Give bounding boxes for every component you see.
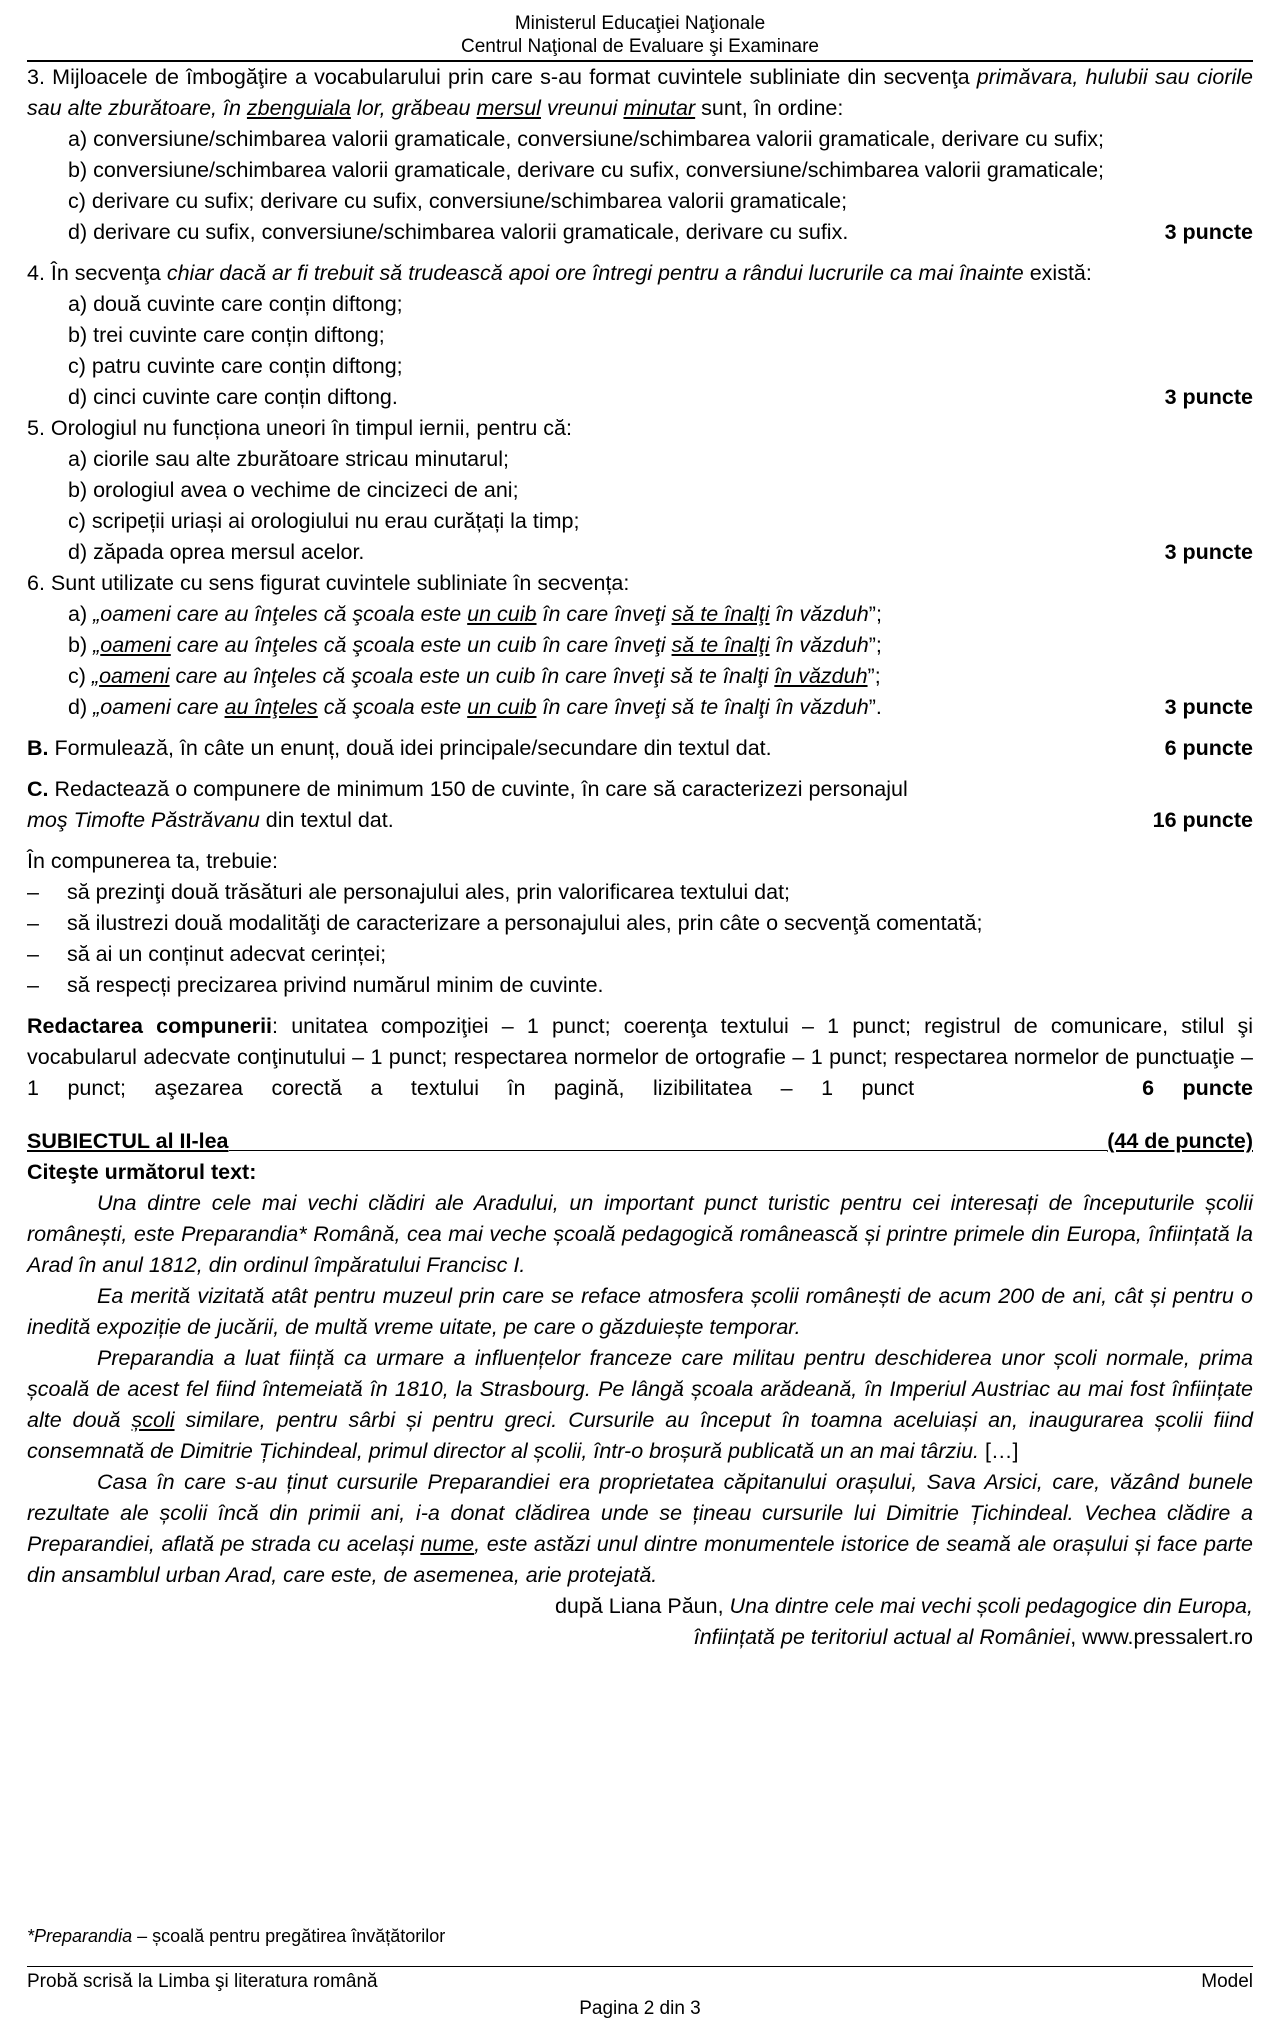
points-label: 3 puncte — [1164, 540, 1253, 564]
footer-subject: Probă scrisă la Limba şi literatura română — [27, 1971, 378, 1992]
underlined-word: zbenguiala — [246, 96, 351, 120]
passage-paragraph: Casa în care s-au ținut cursurile Preparandiei era proprietatea căpitanului orașului, Sava Arsici, care, văzând bunele rezultate ale școlii încă din primii ani, i-a donat clădirea unde se țineau cursurile lui Dimitrie Țichindeal. Vechea clădire a Preparandiei, aflată pe strada cu același nume, este astăzi unul dintre monumentele istorice de seamă ale orașului și face parte din ansamblul urban Arad, care este, de asemenea, arie protejată. — [27, 1470, 1253, 1587]
points-label: 16 puncte — [1152, 808, 1253, 832]
part-b — [27, 733, 1253, 764]
page-content — [27, 62, 1253, 1653]
part-c-task-end: moş Timofte Păstrăvanu din textul dat. 16 puncte — [27, 805, 1253, 836]
footnote: *Preparandia – școală pentru pregătirea învățătorilor — [27, 1926, 446, 1946]
passage-paragraph: Una dintre cele mai vechi clădiri ale Aradului, un important punct turistic pentru cei interesați de începuturile școlii românești, este Preparandia* Română, cea mai veche școală pedagogică românească și printre primele din Europa, înființată la Arad în anul 1812, din ordinul împăratului Francisc I. — [27, 1191, 1253, 1277]
option-c: c) „oameni care au înţeles că şcoala este un cuib în care înveţi să te înalţi în văzduh”; — [68, 664, 881, 688]
option-d: d) „oameni care au înţeles că şcoala este un cuib în care înveţi să te înalţi în văzduh”. — [68, 695, 882, 719]
question-3-stem: 3. Mijloacele de îmbogăţire a vocabularului prin care s-au format cuvintele subliniate din secvenţa primăvara, hulubii sau ciorile sau alte zburătoare, în zbenguiala lor, grăbeau mersul vreunui minutar sunt, în ordine: — [27, 65, 1253, 120]
ministry-name: Ministerul Educaţiei Naţionale — [514, 13, 766, 34]
subject-2 — [27, 1126, 1253, 1653]
passage-paragraph: Ea merită vizitată atât pentru muzeul prin care se reface atmosfera școlii românești de acum 200 de ani, cât și pentru o inedită expoziție de jucării, de multă vreme uitate, pe care o găzduiește temporar. — [27, 1284, 1253, 1339]
underlined-word: minutar — [623, 96, 696, 120]
footer-model: Model — [1201, 1971, 1253, 1992]
page-footer — [27, 1966, 1253, 2021]
option-d-row — [27, 537, 1253, 568]
part-c — [27, 774, 1253, 1104]
part-c-task: C. Redactează o compunere de minimum 150 de cuvinte, în care să caracterizezi personajul — [27, 777, 908, 801]
requirement-item: – să respecți precizarea privind numărul minim de cuvinte. — [27, 973, 604, 997]
underlined-word: mersul — [476, 96, 541, 120]
exam-page — [27, 0, 1253, 2019]
option-d: d) derivare cu sufix, conversiune/schimbarea valorii gramaticale, derivare cu sufix. — [68, 220, 849, 244]
option-c: c) scripeții uriași ai orologiului nu erau curățați la timp; — [68, 509, 580, 533]
requirement-item: – să ai un conținut adecvat cerinței; — [27, 942, 387, 966]
option-d: d) cinci cuvinte care conțin diftong. — [68, 385, 398, 409]
points-label: 3 puncte — [1164, 385, 1253, 409]
option-b: b) conversiune/schimbarea valorii gramaticale, derivare cu sufix, conversiune/schimbarea valorii gramaticale; — [68, 158, 1105, 182]
option-d: d) zăpada oprea mersul acelor. — [68, 540, 365, 564]
question-4-stem: 4. În secvenţa chiar dacă ar fi trebuit să trudească apoi ore întregi pentru a rândui lucrurile ca mai înainte există: — [27, 261, 1092, 285]
subject-2-title: SUBIECTUL al II-lea — [27, 1129, 229, 1153]
question-5 — [27, 413, 1253, 568]
center-name: Centrul Naţional de Evaluare şi Examinare — [460, 36, 819, 57]
option-c: c) derivare cu sufix; derivare cu sufix, conversiune/schimbarea valorii gramaticale; — [68, 189, 848, 213]
option-a: a) „oameni care au înţeles că şcoala este un cuib în care înveţi să te înalţi în văzduh”; — [68, 602, 882, 626]
subject-2-heading — [27, 1126, 1253, 1157]
question-3 — [27, 62, 1253, 248]
option-a: a) ciorile sau alte zburătoare stricau minutarul; — [68, 447, 509, 471]
points-label: 3 puncte — [1164, 695, 1253, 719]
page-number: Pagina 2 din 3 — [579, 1998, 701, 2019]
page-header — [27, 0, 1253, 58]
subject-2-points: (44 de puncte) — [1107, 1129, 1253, 1153]
question-6-stem: 6. Sunt utilizate cu sens figurat cuvintele subliniate în secvența: — [27, 571, 630, 595]
footer-rule — [27, 1966, 1253, 1967]
option-d-row — [27, 382, 1253, 413]
question-5-stem: 5. Orologiul nu funcționa uneori în timpul iernii, pentru că: — [27, 416, 572, 440]
question-6 — [27, 568, 1253, 723]
option-d-row — [27, 217, 1253, 248]
passage — [27, 1188, 1253, 1591]
source-credit: după Liana Păun, Una dintre cele mai vechi școli pedagogice din Europa, înființată pe teritoriul actual al României, www.pressalert.ro — [554, 1594, 1253, 1649]
option-b: b) „oameni care au înţeles că şcoala este un cuib în care înveţi să te înalţi în văzduh”; — [68, 633, 882, 657]
points-label: 3 puncte — [1164, 220, 1253, 244]
option-c: c) patru cuvinte care conțin diftong; — [68, 354, 403, 378]
question-4 — [27, 258, 1253, 413]
requirements-intro: În compunerea ta, trebuie: — [27, 849, 278, 873]
grading-criteria: Redactarea compunerii: unitatea compoziţiei – 1 punct; coerenţa textului – 1 punct; registrul de comunicare, stilul şi vocabularul adecvate conţinutului – 1 punct; respectarea normelor de ortografie – 1 punct; respectarea normelor de punctuaţie – 1 punct; aşezarea corectă a textului în pagină, lizibilitatea – 1 punct 6 puncte — [27, 1014, 1253, 1100]
passage-paragraph: Preparandia a luat ființă ca urmare a influențelor franceze care militau pentru deschiderea unor școli normale, prima școală de acest fel fiind întemeiată în 1810, la Strasbourg. Pe lângă școala arădeană, în Imperiul Austriac au mai fost înființate alte două școli similare, pentru sârbi și pentru greci. Cursurile au început în toamna aceluiași an, inaugurarea școlii fiind consemnată de Dimitrie Țichindeal, primul director al școlii, într-o broșură publicată un an mai târziu. […] — [27, 1346, 1253, 1463]
part-b-text: B. Formulează, în câte un enunț, două idei principale/secundare din textul dat. — [27, 736, 772, 760]
option-b: b) trei cuvinte care conțin diftong; — [68, 323, 385, 347]
option-a: a) două cuvinte care conțin diftong; — [68, 292, 403, 316]
requirement-item: – să prezinţi două trăsături ale personajului ales, prin valorificarea textului dat; — [27, 880, 791, 904]
option-b: b) orologiul avea o vechime de cincizeci de ani; — [68, 478, 519, 502]
option-d-row — [27, 692, 1253, 723]
read-instruction: Citeşte următorul text: — [27, 1160, 257, 1184]
requirement-item: – să ilustrezi două modalităţi de caracterizare a personajului ales, prin câte o secvenţă comentată; — [27, 911, 983, 935]
option-a: a) conversiune/schimbarea valorii gramaticale, conversiune/schimbarea valorii gramaticale, derivare cu sufix; — [68, 127, 1105, 151]
points-label: 6 puncte — [1164, 736, 1253, 760]
